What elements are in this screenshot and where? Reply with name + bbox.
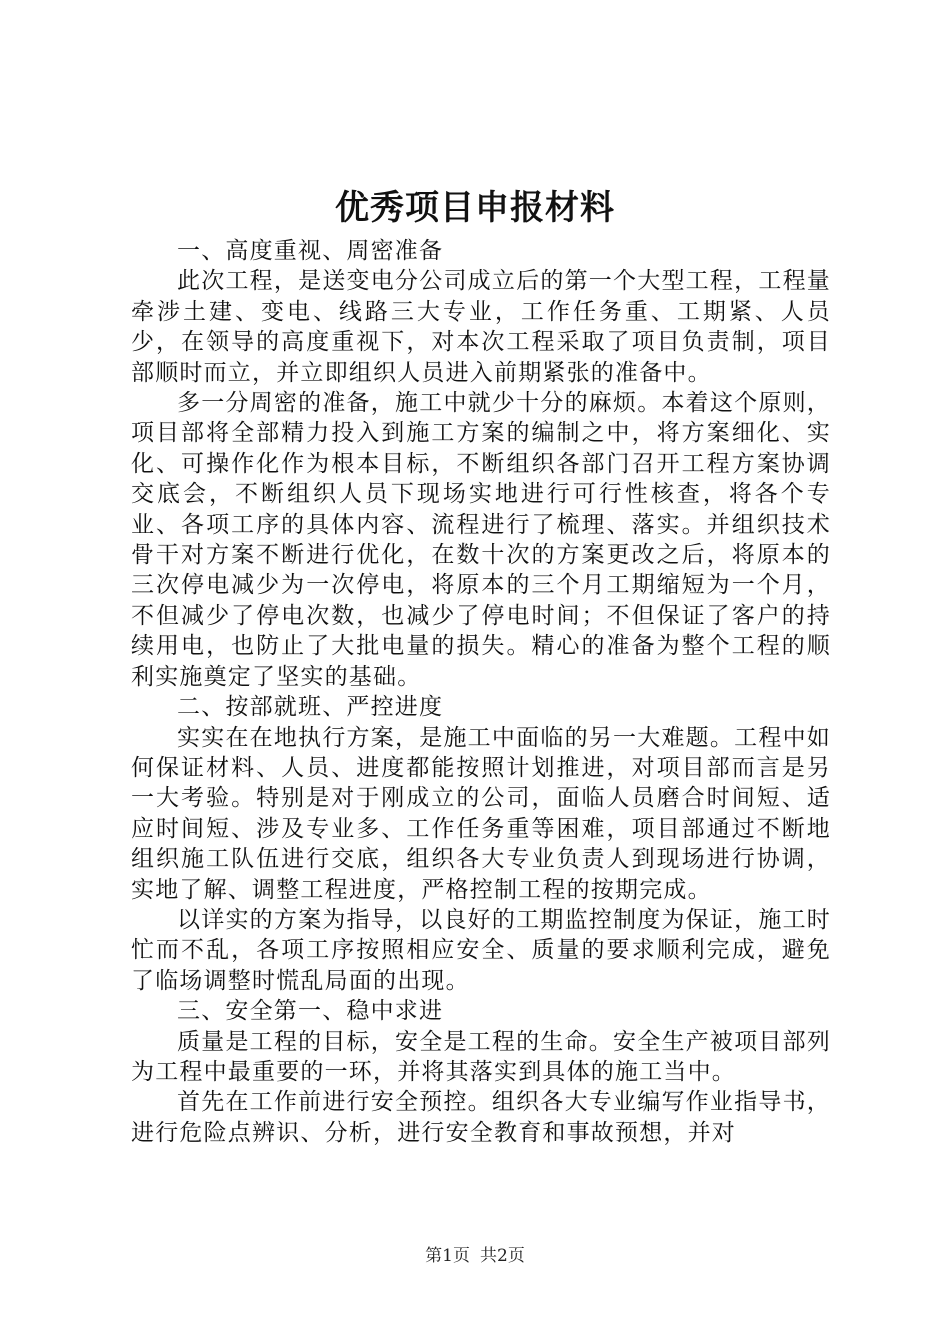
page-total: 共2页 <box>480 1246 525 1266</box>
paragraph-3: 实实在在地执行方案，是施工中面临的另一大难题。工程中如何保证材料、人员、进度都能按照计划推进，对项目部而言是另一大考验。特别是对于刚成立的公司，面临人员磨合时间短、适应时间短、涉及专业多、工作任务重等困难，项目部通过不断地组织施工队伍进行交底，组织各大专业负责人到现场进行协调，实地了解、调整工程进度，严格控制工程的按期完成。 <box>131 724 831 903</box>
section-heading-3: 三、安全第一、稳中求进 <box>177 998 444 1025</box>
document-title: 优秀项目申报材料 <box>335 188 615 228</box>
page-number: 第1页 <box>425 1246 470 1266</box>
paragraph-2: 多一分周密的准备，施工中就少十分的麻烦。本着这个原则，项目部将全部精力投入到施工方案的编制之中，将方案细化、实化、可操作化作为根本目标，不断组织各部门召开工程方案协调交底会，不断组织人员下现场实地进行可行性核查，将各个专业、各项工序的具体内容、流程进行了梳理、落实。并组织技术骨干对方案不断进行优化，在数十次的方案更改之后，将原本的三次停电减少为一次停电，将原本的三个月工期缩短为一个月，不但减少了停电次数，也减少了停电时间；不但保证了客户的持续用电，也防止了大批电量的损失。精心的准备为整个工程的顺利实施奠定了坚实的基础。 <box>131 390 831 690</box>
section-heading-1: 一、高度重视、周密准备 <box>177 238 444 264</box>
paragraph-6: 首先在工作前进行安全预控。组织各大专业编写作业指导书，进行危险点辨识、分析，进行安全教育和事故预想，并对 <box>131 1089 831 1146</box>
paragraph-4: 以详实的方案为指导，以良好的工期监控制度为保证，施工时忙而不乱，各项工序按照相应安全、质量的要求顺利完成，避免了临场调整时慌乱局面的出现。 <box>131 906 831 994</box>
paragraph-5: 质量是工程的目标，安全是工程的生命。安全生产被项目部列为工程中最重要的一环，并将其落实到具体的施工当中。 <box>131 1028 831 1085</box>
section-heading-2: 二、按部就班、严控进度 <box>177 694 444 721</box>
page-footer <box>0 1244 950 1268</box>
document-body <box>131 236 831 1148</box>
paragraph-1: 此次工程，是送变电分公司成立后的第一个大型工程，工程量牵涉土建、变电、线路三大专业，工作任务重、工期紧、人员少，在领导的高度重视下，对本次工程采取了项目负责制，项目部顺时而立，并立即组织人员进入前期紧张的准备中。 <box>131 268 831 386</box>
